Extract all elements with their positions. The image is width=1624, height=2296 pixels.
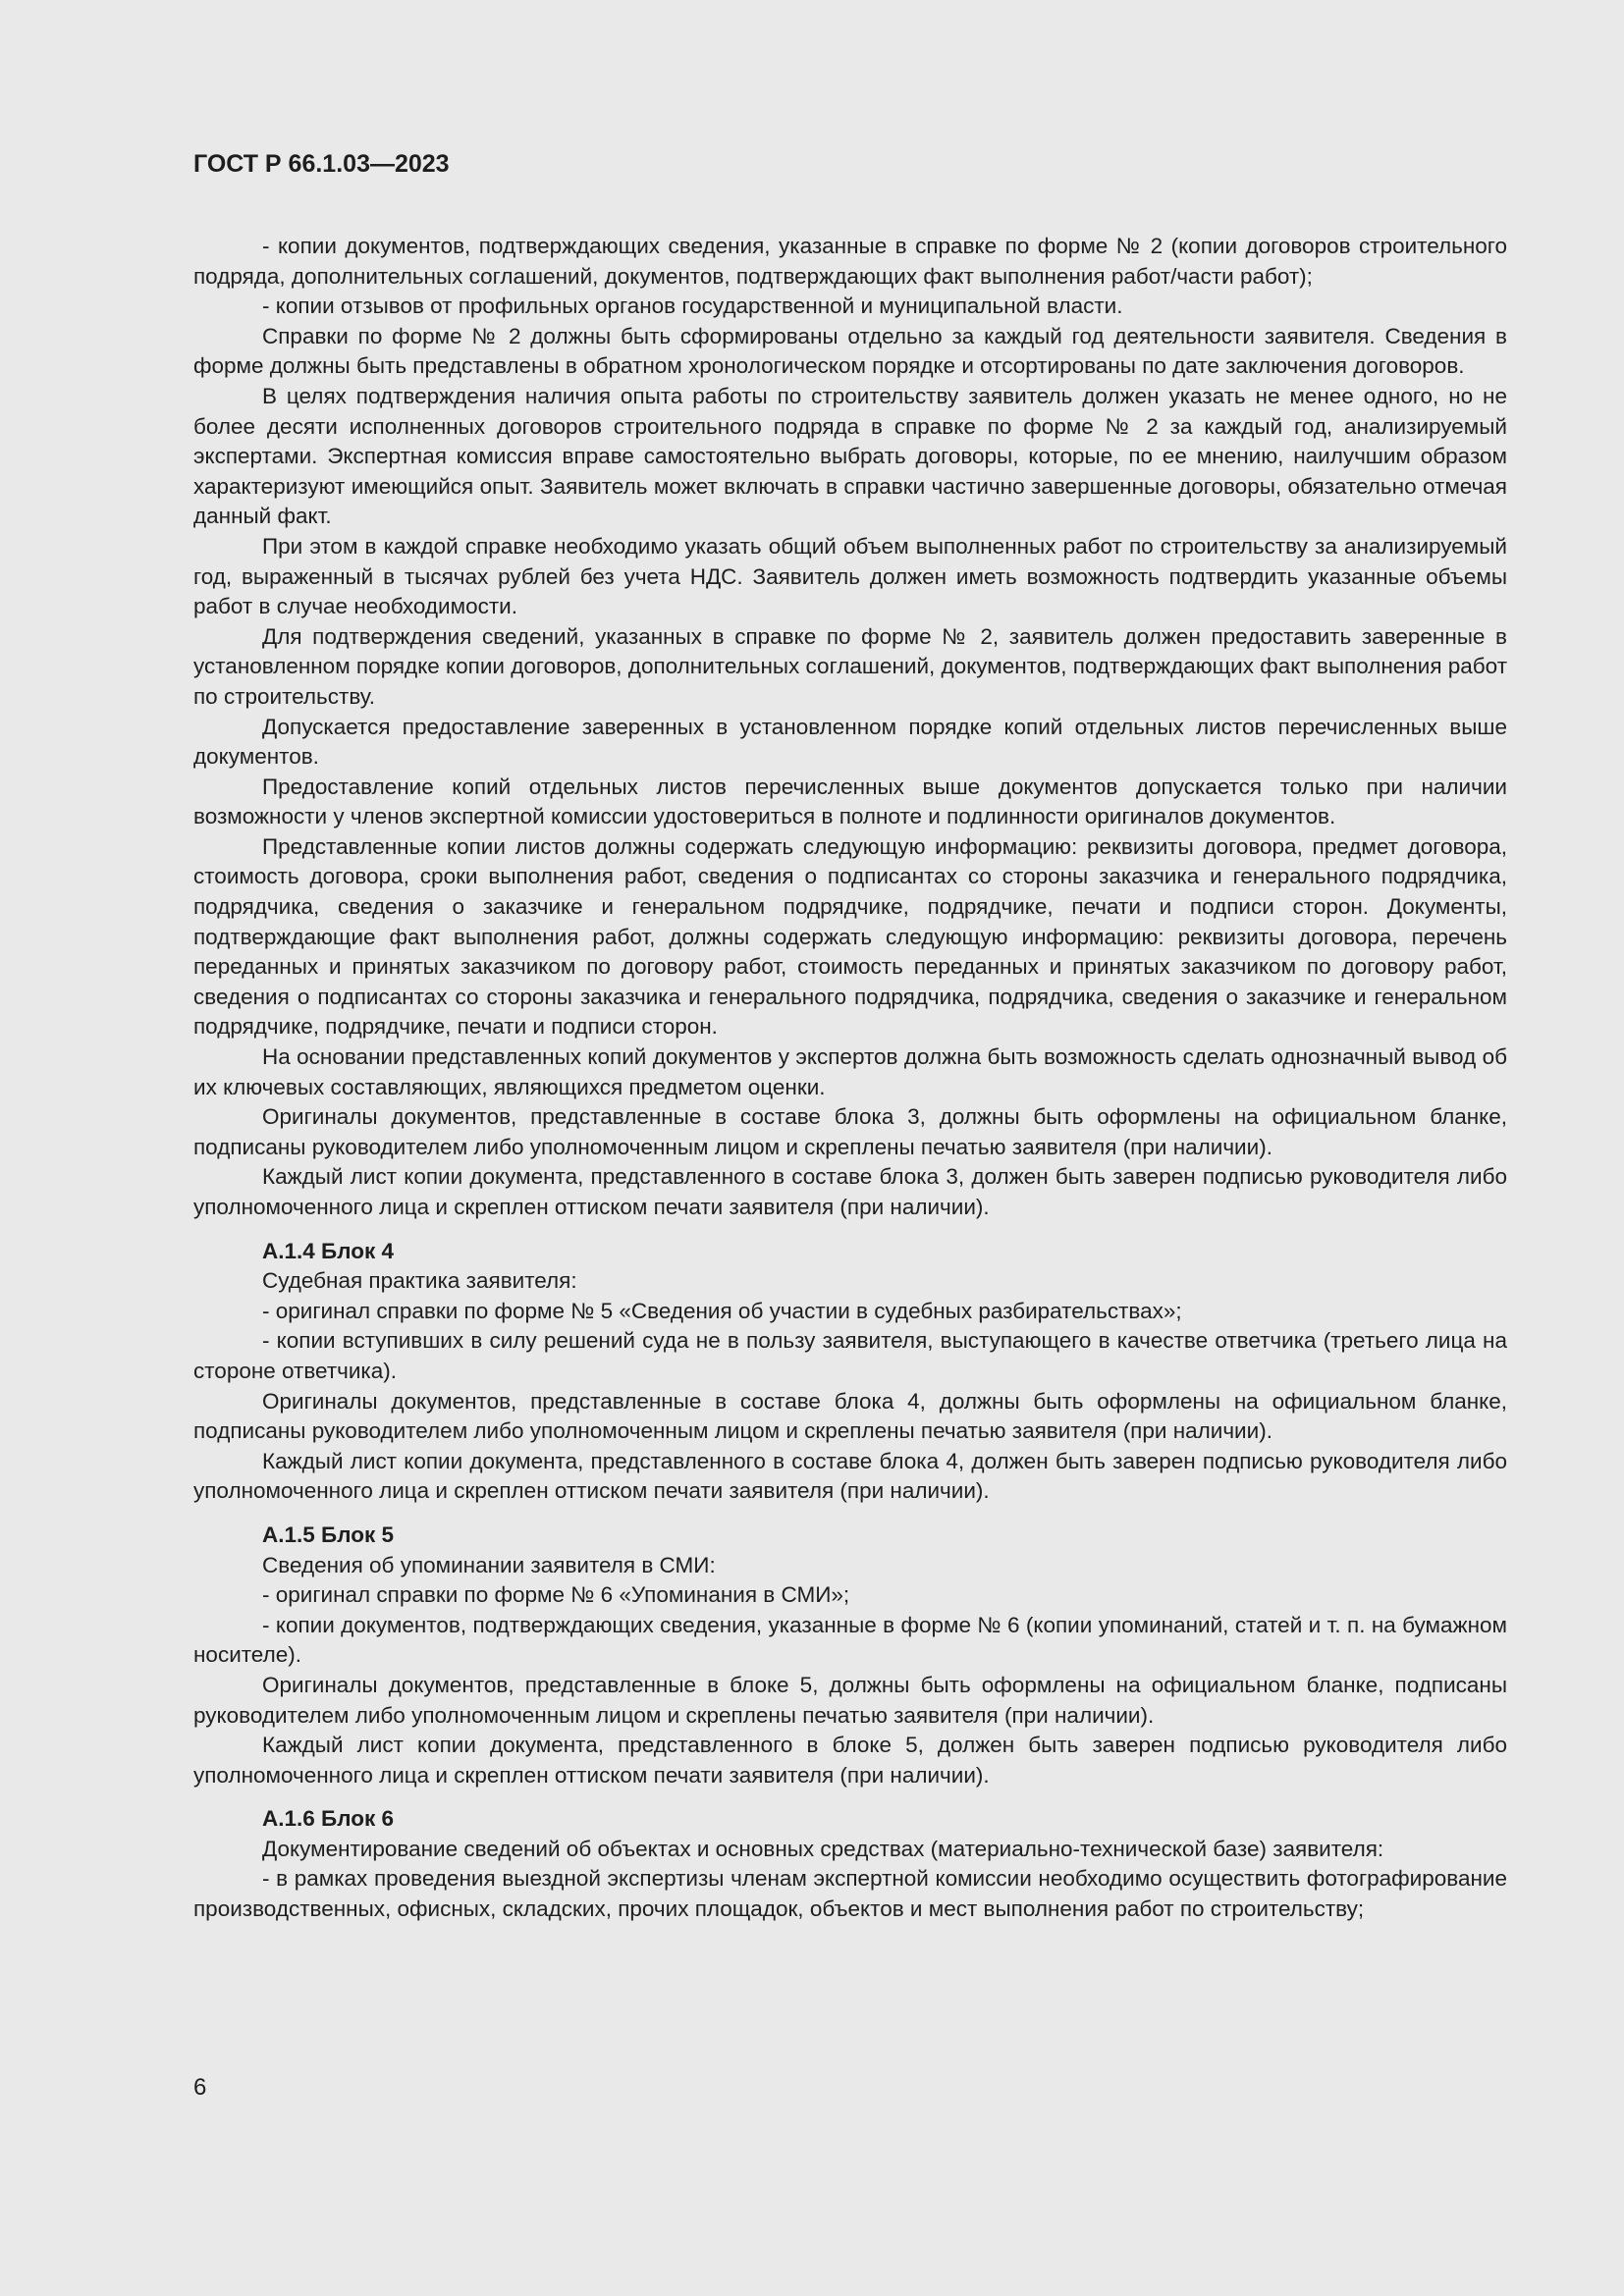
body-paragraph: Каждый лист копии документа, представленного в блоке 5, должен быть заверен подписью руководителя либо уполномоченного лица и скреплен оттиском печати заявителя (при наличии).: [193, 1733, 1507, 1788]
list-item: - в рамках проведения выездной экспертизы членам экспертной комиссии необходимо осуществить фотографирование производственных, офисных, складских, прочих площадок, объектов и мест выполнения работ по строительству;: [193, 1866, 1507, 1922]
section-heading-a15: А.1.5 Блок 5: [262, 1522, 394, 1547]
body-paragraph: Сведения об упоминании заявителя в СМИ:: [262, 1552, 716, 1577]
body-paragraph: Документирование сведений об объектах и основных средствах (материально-технической базе) заявителя:: [262, 1836, 1384, 1861]
page-number: 6: [193, 2074, 207, 2101]
body-paragraph: Каждый лист копии документа, представленного в составе блока 4, должен быть заверен подписью руководителя либо уполномоченного лица и скреплен оттиском печати заявителя (при наличии).: [193, 1448, 1507, 1504]
body-paragraph: В целях подтверждения наличия опыта работы по строительству заявитель должен указать не менее одного, но не более десяти исполненных договоров строительного подряда в справке по форме № 2 за каждый год, анализируемый экспертами. Экспертная комиссия вправе самостоятельно выбрать договоры, которые, по ее мнению, наилучшим образом характеризуют имеющийся опыт. Заявитель может включать в справки частично завершенные договоры, обязательно отмечая данный факт.: [193, 383, 1507, 529]
body-paragraph: Оригиналы документов, представленные в составе блока 3, должны быть оформлены на официальном бланке, подписаны руководителем либо уполномоченным лицом и скреплены печатью заявителя (при наличии).: [193, 1104, 1507, 1159]
body-paragraph: Каждый лист копии документа, представленного в составе блока 3, должен быть заверен подписью руководителя либо уполномоченного лица и скреплен оттиском печати заявителя (при наличии).: [193, 1164, 1507, 1219]
document-body: [193, 232, 1507, 1925]
list-item: - оригинал справки по форме № 6 «Упоминания в СМИ»;: [262, 1582, 850, 1608]
list-item: - копии вступивших в силу решений суда не в пользу заявителя, выступающего в качестве ответчика (третьего лица на стороне ответчика).: [193, 1328, 1507, 1383]
list-item: - оригинал справки по форме № 5 «Сведения об участии в судебных разбирательствах»;: [262, 1298, 1182, 1323]
body-paragraph: Для подтверждения сведений, указанных в справке по форме № 2, заявитель должен предоставить заверенные в установленном порядке копии договоров, дополнительных соглашений, документов, подтверждающих факт выполнения работ по строительству.: [193, 623, 1507, 709]
document-code-header: ГОСТ Р 66.1.03—2023: [193, 150, 450, 178]
section-heading-a16: А.1.6 Блок 6: [262, 1806, 394, 1832]
body-paragraph: Представленные копии листов должны содержать следующую информацию: реквизиты договора, предмет договора, стоимость договора, сроки выполнения работ, сведения о подписантах со стороны заказчика и генерального подрядчика, подрядчика, сведения о заказчике и генеральном подрядчике, подрядчике, печати и подписи сторон. Документы, подтверждающие факт выполнения работ, должны содержать следующую информацию: реквизиты договора, перечень переданных и принятых заказчиком по договору работ, стоимость переданных и принятых заказчиком по договору работ, сведения о подписантах со стороны заказчика и генерального подрядчика, подрядчика, сведения о заказчике и генеральном подрядчике, подрядчике, печати и подписи сторон.: [193, 833, 1507, 1040]
document-page: [193, 147, 1507, 1925]
body-paragraph: Предоставление копий отдельных листов перечисленных выше документов допускается только при наличии возможности у членов экспертной комиссии удостовериться в полноте и подлинности оригиналов документов.: [193, 774, 1507, 829]
body-paragraph: На основании представленных копий документов у экспертов должна быть возможность сделать однозначный вывод об их ключевых составляющих, являющихся предметом оценки.: [193, 1044, 1507, 1099]
body-paragraph: При этом в каждой справке необходимо указать общий объем выполненных работ по строительству за анализируемый год, выраженный в тысячах рублей без учета НДС. Заявитель должен иметь возможность подтвердить указанные объемы работ в случае необходимости.: [193, 533, 1507, 619]
body-paragraph: Судебная практика заявителя:: [262, 1268, 577, 1294]
list-item: - копии отзывов от профильных органов государственной и муниципальной власти.: [262, 294, 1123, 319]
body-paragraph: Допускается предоставление заверенных в установленном порядке копий отдельных листов перечисленных выше документов.: [193, 714, 1507, 770]
list-item: - копии документов, подтверждающих сведения, указанные в форме № 6 (копии упоминаний, статей и т. п. на бумажном носителе).: [193, 1612, 1507, 1668]
section-heading-a14: А.1.4 Блок 4: [262, 1238, 394, 1263]
body-paragraph: Оригиналы документов, представленные в блоке 5, должны быть оформлены на официальном бланке, подписаны руководителем либо уполномоченным лицом и скреплены печатью заявителя (при наличии).: [193, 1672, 1507, 1728]
list-item: - копии документов, подтверждающих сведения, указанные в справке по форме № 2 (копии договоров строительного подряда, дополнительных соглашений, документов, подтверждающих факт выполнения работ/части работ);: [193, 234, 1507, 289]
body-paragraph: Оригиналы документов, представленные в составе блока 4, должны быть оформлены на официальном бланке, подписаны руководителем либо уполномоченным лицом и скреплены печатью заявителя (при наличии).: [193, 1388, 1507, 1444]
body-paragraph: Справки по форме № 2 должны быть сформированы отдельно за каждый год деятельности заявителя. Сведения в форме должны быть представлены в обратном хронологическом порядке и отсортированы по дате заключения договоров.: [193, 323, 1507, 379]
